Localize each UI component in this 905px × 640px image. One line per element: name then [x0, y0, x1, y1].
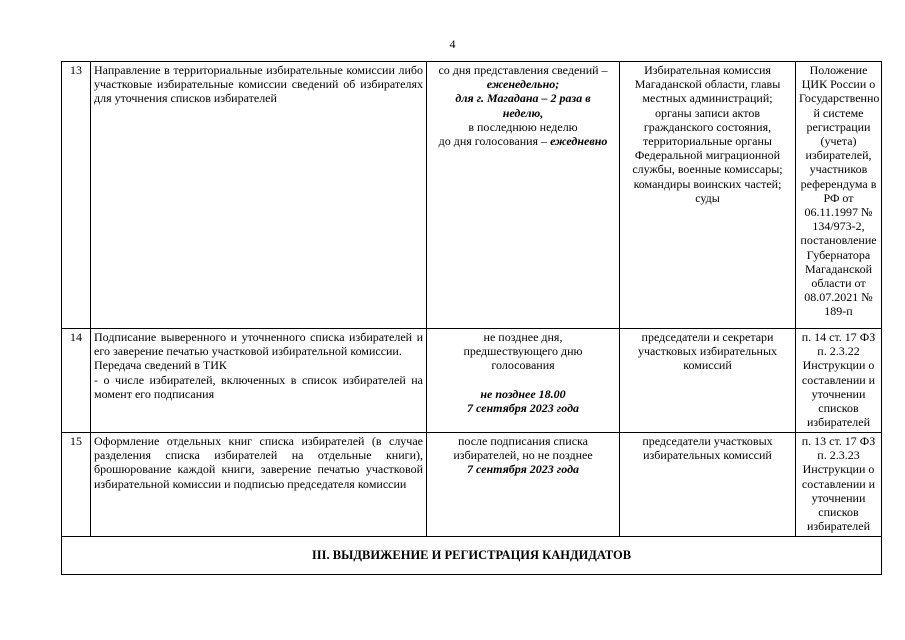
deadline-line — [430, 91, 616, 105]
event-description — [91, 329, 427, 433]
section-heading: III. ВЫДВИЖЕНИЕ И РЕГИСТРАЦИЯ КАНДИДАТОВ — [62, 537, 882, 575]
description-paragraph: Оформление отдельных книг списка избирателей (в случае разделения списка избирателей на отдельные книги), брошюрование каждой книги, заверение печатью участковой избирательной комиссии и подписью председателя комиссии — [94, 434, 423, 491]
deadline-text: до дня голосования – — [438, 134, 551, 149]
deadline-line — [430, 387, 616, 401]
row-number: 14 — [62, 329, 91, 433]
legal-basis: Положение ЦИК России о Государственно й системе регистрации (учета) избирателей, участников референдума в РФ от 06.11.1997 № 134/973-2, постановление Губернатора Магаданской области от 08.07.2021 № 189-п — [796, 62, 882, 329]
deadline-text: 7 сентября 2023 года — [466, 400, 580, 415]
deadline-text: предшествующего дню — [463, 344, 583, 359]
description-paragraph: - о числе избирателей, включенных в список избирателей на момент его подписания — [94, 372, 423, 401]
deadline-line — [430, 134, 616, 148]
deadline-line — [430, 106, 616, 120]
event-deadline — [427, 433, 620, 537]
event-description — [91, 62, 427, 329]
deadline-text: неделю, — [502, 105, 544, 120]
responsible-executors: Избирательная комиссия Магаданской области, главы местных администраций; органы записи актов гражданского состояния, территориальные органы Федеральной миграционной службы, военные комиссары; командиры воинских частей; суды — [620, 62, 796, 329]
deadline-text: для г. Магадана – 2 раза в — [455, 91, 591, 106]
event-deadline — [427, 62, 620, 329]
description-paragraph: Подписание выверенного и уточненного списка избирателей и его заверение печатью участковой избирательной комиссии. — [94, 330, 423, 359]
deadline-spacer — [430, 373, 616, 387]
responsible-executors: председатели участковых избирательных комиссий — [620, 433, 796, 537]
table-row — [62, 433, 882, 537]
deadline-line — [430, 401, 616, 415]
deadline-text: после подписания списка — [457, 434, 589, 448]
description-paragraph: Передача сведений в ТИК — [94, 358, 227, 373]
deadline-text: в последнюю неделю — [468, 119, 578, 134]
deadline-line — [430, 462, 616, 476]
responsible-executors: председатели и секретари участковых избирательных комиссий — [620, 329, 796, 433]
event-description — [91, 433, 427, 537]
deadline-text: не позднее 18.00 — [480, 386, 566, 401]
page-number: 4 — [449, 37, 456, 51]
deadline-line — [430, 63, 616, 77]
row-number: 13 — [62, 62, 91, 329]
deadline-text: со дня представления сведений – — [438, 63, 608, 77]
legal-basis: п. 13 ст. 17 ФЗ п. 2.3.23 Инструкции о составлении и уточнении списков избирателей — [796, 433, 882, 537]
deadline-text: голосования — [491, 358, 555, 373]
legal-basis: п. 14 ст. 17 ФЗ п. 2.3.22 Инструкции о составлении и уточнении списков избирателей — [796, 329, 882, 433]
deadline-text: не позднее дня, — [483, 330, 563, 344]
table-row — [62, 329, 882, 433]
deadline-line — [430, 448, 616, 462]
section-heading-row — [62, 537, 882, 575]
deadline-emphasis: ежедневно — [550, 134, 608, 149]
table-row — [62, 62, 882, 329]
deadline-text: еженедельно; — [486, 77, 560, 92]
deadline-text: избирателей, но не позднее — [453, 448, 593, 463]
deadline-text: 7 сентября 2023 года — [466, 462, 580, 477]
row-number: 15 — [62, 433, 91, 537]
schedule-table — [61, 61, 882, 575]
deadline-line — [430, 330, 616, 344]
description-paragraph: Направление в территориальные избирательные комиссии либо участковые избирательные комиссии сведений об избирателях для уточнения списков избирателей — [94, 63, 423, 106]
deadline-line — [430, 358, 616, 372]
deadline-line — [430, 77, 616, 91]
table-body — [62, 62, 882, 575]
deadline-line — [430, 434, 616, 448]
event-deadline — [427, 329, 620, 433]
deadline-line — [430, 120, 616, 134]
deadline-line — [430, 344, 616, 358]
